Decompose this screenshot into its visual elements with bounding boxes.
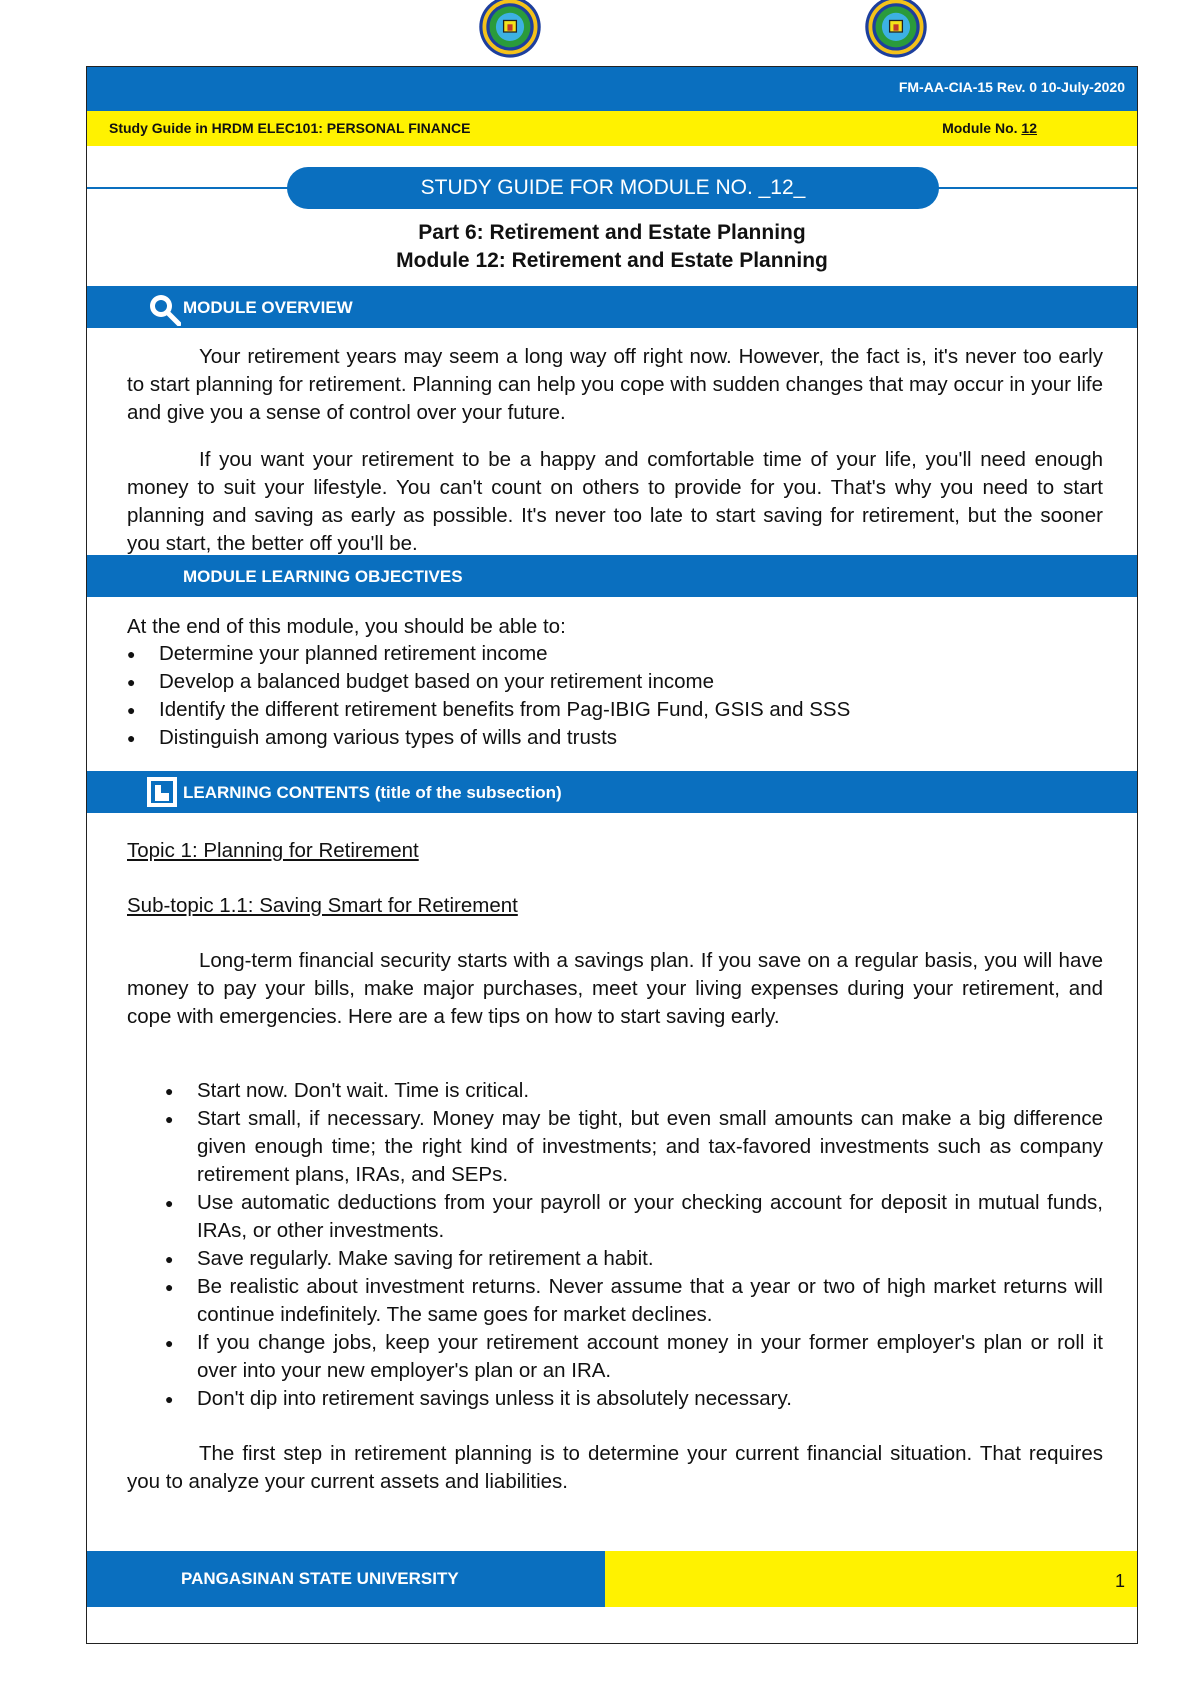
page-title [87, 219, 1137, 275]
tips-list [165, 1077, 1103, 1413]
module-label-text: Module No. [942, 120, 1022, 136]
module-title: Module 12: Retirement and Estate Planning [396, 249, 828, 272]
footer-page-block [605, 1551, 1137, 1607]
list-item: ● Start now. Don't wait. Time is critical. [165, 1077, 1103, 1105]
page-number: 1 [1114, 1571, 1125, 1591]
overview-heading: MODULE OVERVIEW [183, 298, 353, 317]
objectives-header [87, 555, 1137, 597]
page-frame [86, 66, 1138, 1644]
form-code: FM-AA-CIA-15 Rev. 0 10-July-2020 [898, 79, 1125, 95]
list-item: ● If you change jobs, keep your retirement account money in your former employer's plan or roll it over into your new employer's plan or an IRA. [165, 1329, 1103, 1385]
university-name: PANGASINAN STATE UNIVERSITY [181, 1569, 459, 1588]
overview-paragraph: If you want your retirement to be a happy and comfortable time of your life, you'll need enough money to suit your lifestyle. You can't count on others to provide for you. That's why you need to start planning and saving as early as possible. It's never too late to start saving for retirement, but the sooner you start, the better off you'll be. [127, 448, 1103, 555]
list-item: ● Don't dip into retirement savings unless it is absolutely necessary. [165, 1385, 1103, 1413]
university-seal-left [460, 0, 560, 64]
module-number: 12 [1021, 120, 1037, 136]
topic-title: Topic 1: Planning for Retirement [127, 839, 419, 862]
list-item: ● Develop a balanced budget based on your retirement income [127, 668, 1103, 696]
study-guide-label: Study Guide in HRDM ELEC101: PERSONAL FINANCE [109, 120, 471, 136]
study-guide-bar [87, 111, 1137, 146]
objectives-intro: At the end of this module, you should be able to: [127, 615, 566, 638]
document-icon [145, 775, 175, 805]
list-item: ● Distinguish among various types of wills and trusts [127, 724, 1103, 752]
part-title: Part 6: Retirement and Estate Planning [418, 221, 806, 244]
footer-university-block [87, 1551, 605, 1607]
list-item: ● Identify the different retirement benefits from Pag-IBIG Fund, GSIS and SSS [127, 696, 1103, 724]
banner-title: STUDY GUIDE FOR MODULE NO. _12_ [287, 167, 939, 209]
module-number-label [942, 120, 1037, 136]
list-item: ● Be realistic about investment returns. Never assume that a year or two of high market returns will continue indefinitely. The same goes for market declines. [165, 1273, 1103, 1329]
overview-header [87, 286, 1137, 328]
form-code-bar [87, 67, 1137, 111]
list-item: ● Use automatic deductions from your payroll or your checking account for deposit in mutual funds, IRAs, or other investments. [165, 1189, 1103, 1245]
objectives-list [127, 640, 1103, 752]
university-seal-right [846, 0, 946, 64]
contents-intro: Long-term financial security starts with a savings plan. If you save on a regular basis, you will have money to pay your bills, make major purchases, meet your living expenses during your retirement, and cope with emergencies. Here are a few tips on how to start saving early. [127, 949, 1103, 1028]
magnifier-icon [147, 292, 177, 322]
contents-heading: LEARNING CONTENTS (title of the subsection) [183, 783, 562, 802]
overview-paragraph: Your retirement years may seem a long way off right now. However, the fact is, it's never too early to start planning for retirement. Planning can help you cope with sudden changes that may occur in your life and give you a sense of control over your future. [127, 345, 1103, 424]
closing-paragraph: The first step in retirement planning is to determine your current financial situation. That requires you to analyze your current assets and liabilities. [127, 1442, 1103, 1493]
objectives-heading: MODULE LEARNING OBJECTIVES [183, 567, 463, 586]
list-item: ● Determine your planned retirement income [127, 640, 1103, 668]
contents-header [87, 771, 1137, 813]
study-guide-banner [87, 167, 1137, 211]
list-item: ● Save regularly. Make saving for retirement a habit. [165, 1245, 1103, 1273]
list-item: ● Start small, if necessary. Money may be tight, but even small amounts can make a big difference given enough time; the right kind of investments; and tax-favored investments such as company retirement plans, IRAs, and SEPs. [165, 1105, 1103, 1189]
page-footer [87, 1551, 1137, 1607]
subtopic-title: Sub-topic 1.1: Saving Smart for Retirement [127, 894, 518, 917]
